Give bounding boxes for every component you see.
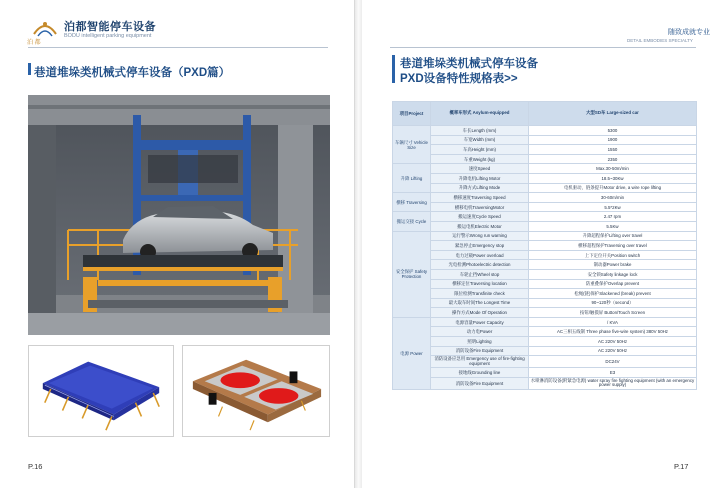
table-row — [393, 221, 697, 231]
title-accent-bar — [28, 63, 31, 75]
spec-title-line2: PXD设备特性规格表>> — [400, 73, 518, 85]
table-row — [393, 250, 697, 260]
item-cell: 消防设备应急用 Emergency use of fire-fighting equipment — [431, 356, 529, 368]
table-row — [393, 346, 697, 356]
table-row — [393, 164, 697, 174]
table-row — [393, 269, 697, 279]
table-row — [393, 289, 697, 299]
table-row — [393, 231, 697, 241]
value-cell: 5300 — [529, 126, 697, 136]
logo-caption: 泊 都 — [27, 40, 41, 46]
parking-facility-photo — [28, 95, 330, 335]
spec-table — [392, 101, 697, 390]
table-row — [393, 145, 697, 155]
title-accent-bar-right — [392, 55, 395, 83]
value-cell: AC三相五线制 Three phase five-wire system) 380V 50Hz — [529, 327, 697, 337]
value-cell: AC 220V 50Hz — [529, 337, 697, 347]
table-row — [393, 337, 697, 347]
item-cell: 消防设备Fire Equipment — [431, 346, 529, 356]
table-row — [393, 126, 697, 136]
value-cell: E3 — [529, 368, 697, 378]
table-row — [393, 317, 697, 327]
value-cell: 横移超程保护Traversing over travel — [529, 241, 697, 251]
item-cell: 最大取车时间The Longest Time — [431, 298, 529, 308]
item-cell: 升降电机Lifting Motor — [431, 173, 529, 183]
table-row — [393, 298, 697, 308]
item-cell: 速度Speed — [431, 164, 529, 174]
category-cell: 安全保护 Safety Protection — [393, 231, 431, 317]
item-cell: 横移定位Traversing location — [431, 279, 529, 289]
table-row — [393, 308, 697, 318]
table-row — [393, 260, 697, 270]
item-cell: 动力电Power — [431, 327, 529, 337]
category-cell: 横移 Traversing — [393, 193, 431, 212]
item-cell: 升降方式Lifting Mode — [431, 183, 529, 193]
right-page — [362, 0, 720, 488]
table-row — [393, 135, 697, 145]
value-cell: DC24V — [529, 356, 697, 368]
item-cell: 横移电机TraversingMotor — [431, 202, 529, 212]
value-cell: 18.5~30Kw — [529, 173, 697, 183]
value-cell: AC 220V 50Hz — [529, 346, 697, 356]
page-number-left: P.16 — [28, 462, 43, 471]
item-cell: 搬运电机Electric Motor — [431, 221, 529, 231]
table-row — [393, 327, 697, 337]
value-cell: 制动器Power brake — [529, 260, 697, 270]
slogan: 随致成就专业 — [668, 29, 710, 36]
item-cell: 照明Lighting — [431, 337, 529, 347]
spec-header-row — [393, 102, 697, 126]
value-cell: 2.47 rpm — [529, 212, 697, 222]
item-cell: 车宽Width (mm) — [431, 135, 529, 145]
category-cell: 电源 Power — [393, 317, 431, 389]
item-cell: 消防设备Fire Equipment — [431, 377, 529, 389]
item-cell: 横移速度Traversing Speed — [431, 193, 529, 203]
item-cell: 电源容量Power Capacity — [431, 317, 529, 327]
value-cell: 1550 — [529, 145, 697, 155]
platform-render-blue — [28, 345, 174, 437]
item-cell: 车高Height (mm) — [431, 145, 529, 155]
header-divider — [28, 47, 328, 48]
value-cell: 1900 — [529, 135, 697, 145]
item-cell: 紧急停止Emergency stop — [431, 241, 529, 251]
item-cell: 车轮止挡Wheel stop — [431, 269, 529, 279]
table-row — [393, 193, 697, 203]
brand-name: 泊都智能停车设备 — [64, 21, 156, 33]
item-cell: 运行警示Wrong run warning — [431, 231, 529, 241]
value-cell: 上下定位开关Position switch — [529, 250, 697, 260]
value-cell: 水喷淋消防设备(附紧急电源) water spray fire fighting equipment (with an emergency power supply) — [529, 377, 697, 389]
category-cell: 搬运交接 Cycle — [393, 212, 431, 231]
value-cell: 松绳(链)保护Slackened (break) prevent — [529, 289, 697, 299]
table-row — [393, 212, 697, 222]
slogan-en: DETAIL EMBODIES SPECIALTY — [627, 38, 693, 43]
brand-tagline: BODU intelligent parking equipment — [64, 33, 152, 39]
value-cell: 30-60m/min — [529, 193, 697, 203]
value-cell: / KVA — [529, 317, 697, 327]
table-row — [393, 279, 697, 289]
platform-render-red — [182, 345, 330, 437]
value-cell: 安全锁Safety linkage lock — [529, 269, 697, 279]
left-page — [0, 0, 355, 488]
value-cell: Max.30-50m/min — [529, 164, 697, 174]
table-row — [393, 368, 697, 378]
header-divider-right — [390, 47, 696, 48]
item-cell: 限位检测Transfinite check — [431, 289, 529, 299]
spec-title-line1: 巷道堆垛类机械式停车设备 — [400, 58, 538, 70]
header-mid: 概率车形式 Asylum-equipped — [431, 102, 529, 126]
table-row — [393, 183, 697, 193]
page-title: 巷道堆垛类机械式停车设备（PXD篇） — [34, 67, 231, 79]
item-cell: 光电检测Photoelectric detection — [431, 260, 529, 270]
table-row — [393, 241, 697, 251]
category-cell: 升降 Lifting — [393, 164, 431, 193]
value-cell: 防重叠保护Overlap prevent — [529, 279, 697, 289]
project-label: 项目Project — [393, 102, 431, 126]
value-cell: 5.5Kw — [529, 221, 697, 231]
table-row — [393, 377, 697, 389]
table-row — [393, 173, 697, 183]
item-cell: 车重Weight (kg) — [431, 154, 529, 164]
item-cell: 车长Length (mm) — [431, 126, 529, 136]
item-cell: 电力过载Power overload — [431, 250, 529, 260]
book-spine — [355, 0, 362, 488]
category-cell: 车辆尺寸 Vehicle Size — [393, 126, 431, 164]
page-number-right: P.17 — [674, 462, 689, 471]
table-row — [393, 356, 697, 368]
item-cell: 接地线Grounding line — [431, 368, 529, 378]
item-cell: 操作方式Mode Of Operation — [431, 308, 529, 318]
table-row — [393, 154, 697, 164]
table-row — [393, 202, 697, 212]
value-cell: 升降超程保护Lifting over travel — [529, 231, 697, 241]
value-cell: 按钮/触摸屏 Button/Touch Screen — [529, 308, 697, 318]
value-cell: 电机驱动，链条提升Motor drive, a wire rope lifting — [529, 183, 697, 193]
item-cell: 搬运速度Cycle Speed — [431, 212, 529, 222]
header-right: 大型SD车 Large-sized car — [529, 102, 697, 126]
value-cell: 2350 — [529, 154, 697, 164]
value-cell: 90~120秒（second） — [529, 298, 697, 308]
value-cell: 5.5*2Kw — [529, 202, 697, 212]
